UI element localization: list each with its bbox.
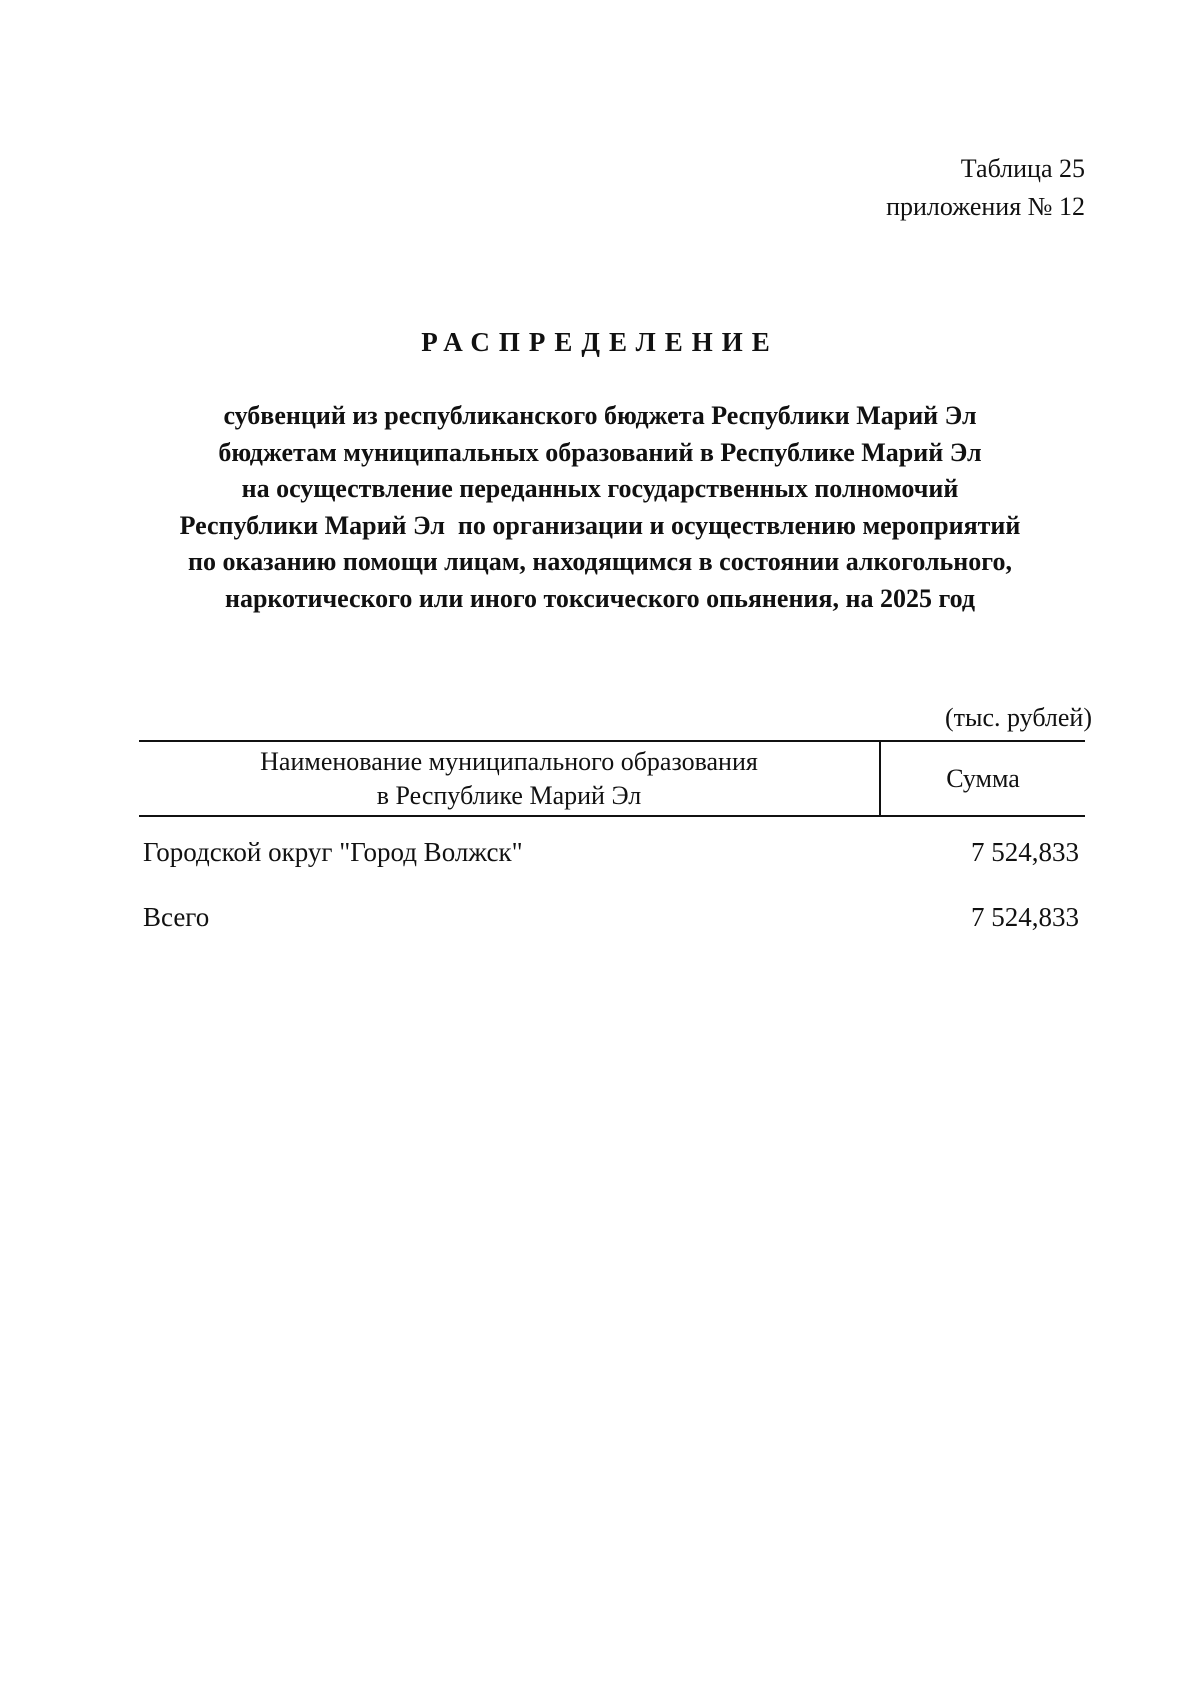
subtitle-line: на осуществление переданных государственных полномочий	[241, 474, 959, 503]
table-reference	[886, 150, 1085, 226]
column-header-name	[139, 742, 881, 815]
document-subtitle	[0, 398, 1200, 617]
table-number: Таблица 25	[960, 154, 1085, 183]
subtitle-line: субвенций из республиканского бюджета Республики Марий Эл	[223, 401, 977, 430]
subtitle-line: бюджетам муниципальных образований в Республике Марий Эл	[218, 437, 982, 467]
subtitle-line: Республики Марий Эл по организации и осуществлению мероприятий	[179, 510, 1021, 540]
units-label: (тыс. рублей)	[944, 703, 1092, 732]
total-label: Всего	[143, 902, 210, 932]
table-row-total	[139, 902, 1085, 936]
appendix-number: приложения № 12	[886, 192, 1085, 221]
table-header	[139, 740, 1085, 817]
column-header-name-line: в Республике Марий Эл	[376, 780, 642, 810]
column-header-amount: Сумма	[946, 763, 1020, 793]
distribution-table	[139, 740, 1085, 936]
total-amount: 7 524,833	[971, 902, 1079, 932]
amount-value: 7 524,833	[971, 837, 1079, 867]
document-title: РАСПРЕДЕЛЕНИЕ	[421, 327, 779, 357]
municipality-name: Городской округ "Город Волжск"	[143, 837, 523, 867]
column-header-name-line: Наименование муниципального образования	[260, 746, 758, 776]
subtitle-line: наркотического или иного токсического опьянения, на 2025 год	[224, 583, 976, 613]
table-row	[139, 837, 1085, 871]
subtitle-line: по оказанию помощи лицам, находящимся в состоянии алкогольного,	[188, 547, 1012, 576]
